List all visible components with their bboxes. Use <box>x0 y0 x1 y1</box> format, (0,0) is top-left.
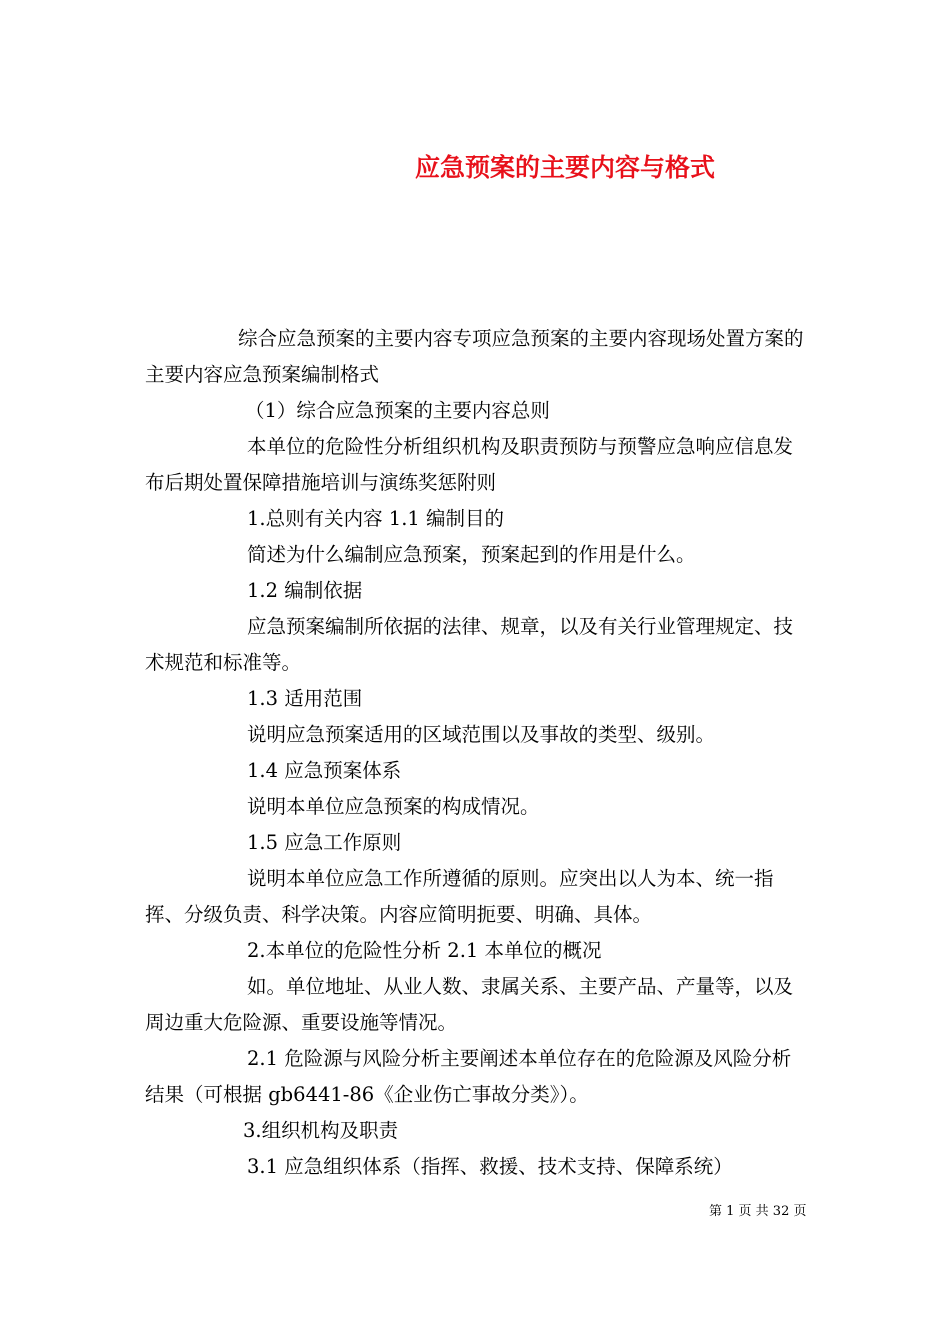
document-body <box>145 321 810 1185</box>
paragraph-text: 应急预案编制所依据的法律、规章，以及有关行业管理规定、技术规范和标准等。 <box>145 615 794 674</box>
paragraph-heading-3-1: 3.1 应急组织体系（指挥、救援、技术支持、保障系统） <box>247 1155 733 1178</box>
paragraph-intro: 综合应急预案的主要内容专项应急预案的主要内容现场处置方案的主要内容应急预案编制格式 <box>145 327 804 386</box>
page-number-footer: 第 1 页 共 32 页 <box>709 1204 807 1219</box>
paragraph-text: 如。单位地址、从业人数、隶属关系、主要产品、产量等，以及周边重大危险源、重要设施等情况。 <box>145 975 794 1034</box>
paragraph-heading-1-5: 1.5 应急工作原则 <box>247 831 402 854</box>
paragraph-text: 简述为什么编制应急预案，预案起到的作用是什么。 <box>247 543 696 566</box>
paragraph-heading-1-1: 1.总则有关内容 1.1 编制目的 <box>247 507 505 530</box>
paragraph-section-heading: （1）综合应急预案的主要内容总则 <box>245 399 550 422</box>
paragraph-heading-2: 2.本单位的危险性分析 2.1 本单位的概况 <box>247 939 602 962</box>
paragraph-text: 说明本单位应急工作所遵循的原则。应突出以人为本、统一指挥、分级负责、科学决策。内容应简明扼要、明确、具体。 <box>145 867 774 926</box>
document-title: 应急预案的主要内容与格式 <box>414 152 715 182</box>
paragraph-heading-1-4: 1.4 应急预案体系 <box>247 759 402 782</box>
paragraph-heading-1-3: 1.3 适用范围 <box>247 687 363 710</box>
paragraph-heading-1-2: 1.2 编制依据 <box>247 579 363 602</box>
paragraph-text: 说明应急预案适用的区域范围以及事故的类型、级别。 <box>247 723 716 746</box>
paragraph-text: 2.1 危险源与风险分析主要阐述本单位存在的危险源及风险分析结果（可根据 gb6441-86《企业伤亡事故分类》）。 <box>145 1047 792 1106</box>
paragraph-contents-list: 本单位的危险性分析组织机构及职责预防与预警应急响应信息发布后期处置保障措施培训与演练奖惩附则 <box>145 435 794 494</box>
paragraph-text: 说明本单位应急预案的构成情况。 <box>247 795 540 818</box>
paragraph-heading-3: 3.组织机构及职责 <box>243 1119 399 1142</box>
